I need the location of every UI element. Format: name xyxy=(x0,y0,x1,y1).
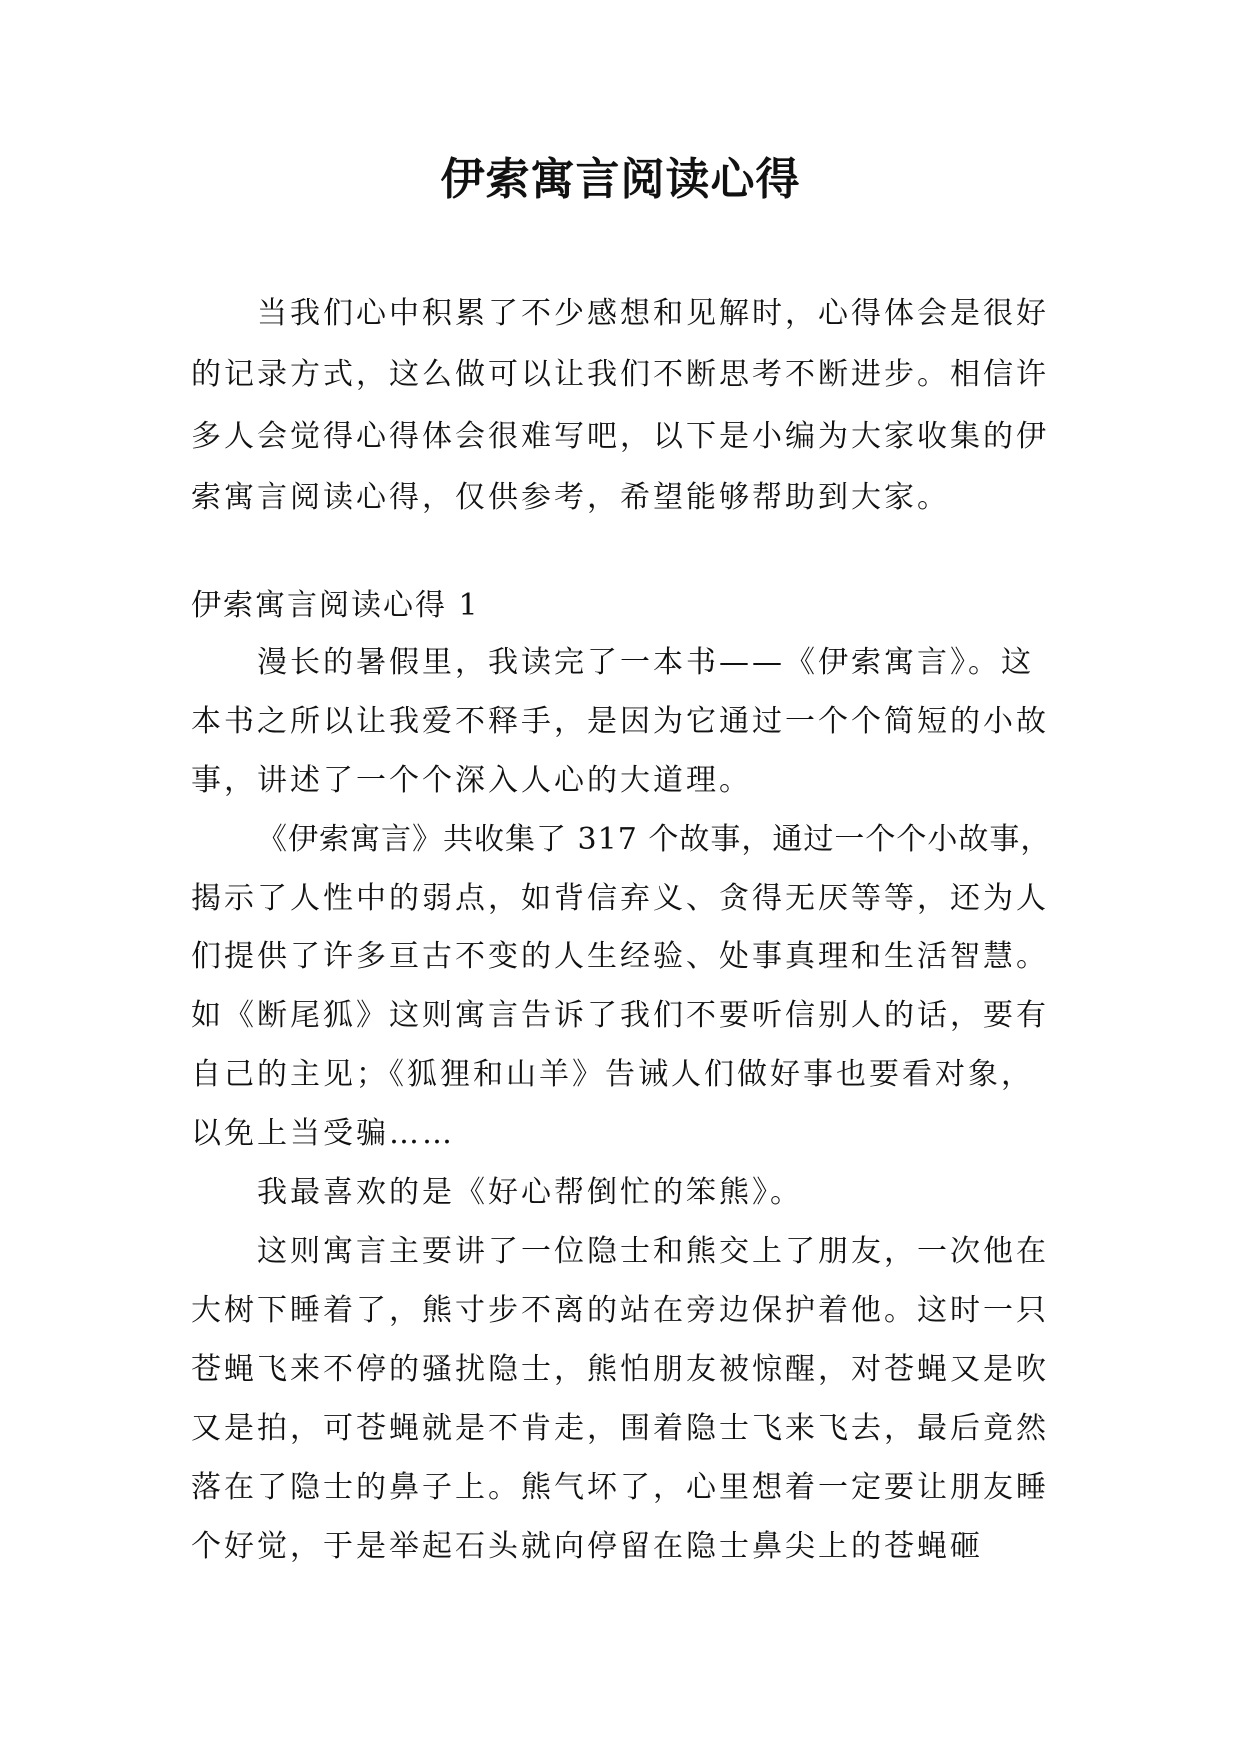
paragraph-line: 自己的主见；《狐狸和山羊》告诫人们做好事也要看对象， xyxy=(191,1057,1034,1092)
paragraph-line: 又是拍，可苍蝇就是不肯走，围着隐士飞来飞去，最后竟然 xyxy=(191,1411,1049,1446)
paragraph-line: 如《断尾狐》这则寓言告诉了我们不要听信别人的话，要有 xyxy=(191,998,1049,1033)
paragraph-line: 大树下睡着了，熊寸步不离的站在旁边保护着他。这时一只 xyxy=(191,1293,1049,1328)
paragraph-line: 我最喜欢的是《好心帮倒忙的笨熊》。 xyxy=(257,1175,803,1210)
paragraph-line: 们提供了许多亘古不变的人生经验、处事真理和生活智慧。 xyxy=(191,939,1049,974)
intro-line-1: 当我们心中积累了不少感想和见解时，心得体会是很好 xyxy=(257,296,1049,331)
paragraph-line: 揭示了人性中的弱点，如背信弃义、贪得无厌等等，还为人 xyxy=(191,881,1049,916)
paragraph-line: 个好觉，于是举起石头就向停留在隐士鼻尖上的苍蝇砸 xyxy=(191,1529,983,1564)
paragraph-line: 苍蝇飞来不停的骚扰隐士，熊怕朋友被惊醒，对苍蝇又是吹 xyxy=(191,1352,1049,1387)
paragraph-line: 这则寓言主要讲了一位隐士和熊交上了朋友，一次他在 xyxy=(257,1234,1049,1269)
intro-line-2: 的记录方式，这么做可以让我们不断思考不断进步。相信许 xyxy=(191,357,1049,392)
section-heading: 伊索寓言阅读心得 1 xyxy=(191,588,480,623)
paragraph-line: 漫长的暑假里，我读完了一本书——《伊索寓言》。这 xyxy=(257,645,1034,680)
paragraph-line: 《伊索寓言》共收集了 317 个故事，通过一个个小故事， xyxy=(257,822,1052,857)
paragraph-line: 事，讲述了一个个深入人心的大道理。 xyxy=(191,763,752,798)
paragraph-line: 以免上当受骗…… xyxy=(191,1116,455,1151)
document-title: 伊索寓言阅读心得 xyxy=(440,154,801,205)
paragraph-line: 落在了隐士的鼻子上。熊气坏了，心里想着一定要让朋友睡 xyxy=(191,1470,1049,1505)
paragraph-line: 本书之所以让我爱不释手，是因为它通过一个个简短的小故 xyxy=(191,704,1049,739)
intro-line-4: 索寓言阅读心得，仅供参考，希望能够帮助到大家。 xyxy=(191,480,950,515)
intro-line-3: 多人会觉得心得体会很难写吧，以下是小编为大家收集的伊 xyxy=(191,419,1049,454)
